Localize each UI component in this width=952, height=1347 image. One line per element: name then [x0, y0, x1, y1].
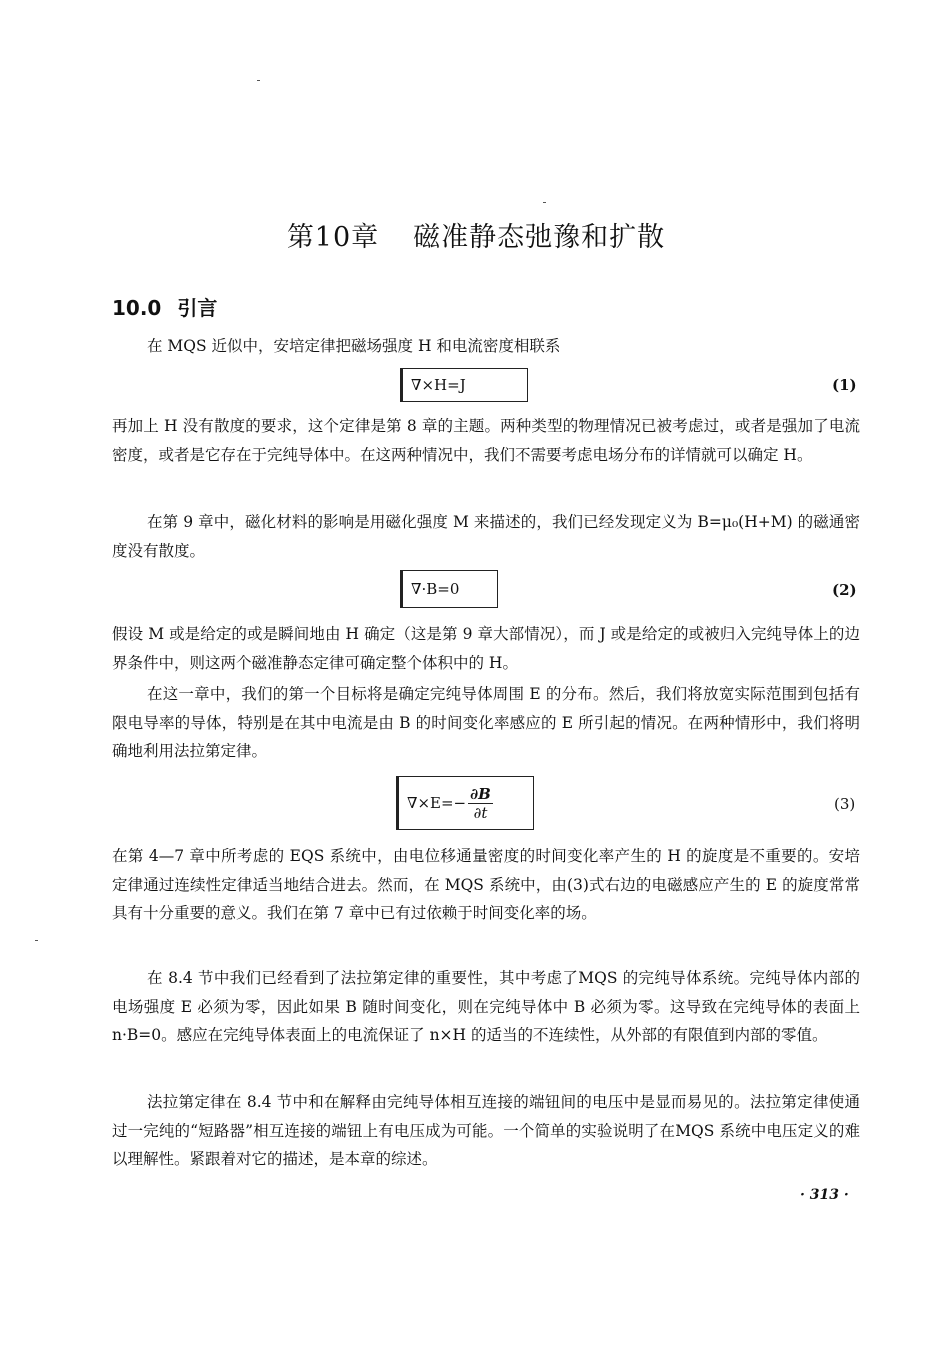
- equation-2-number: (2): [832, 581, 857, 599]
- section-title: 引言: [177, 296, 218, 320]
- paragraph: 再加上 H 没有散度的要求，这个定律是第 8 章的主题。两种类型的物理情况已被考虑过，或者是强加了电流密度，或者是它存在于完纯导体中。在这两种情况中，我们不需要考虑电场分布的详情就可以确定 H。: [112, 417, 860, 464]
- equation-3-lhs: ∇×E=−: [407, 794, 467, 812]
- page-number: · 313 ·: [800, 1187, 849, 1203]
- scan-speck: [35, 940, 38, 941]
- chapter-number: 第10章: [286, 222, 380, 253]
- section-number: 10.0: [112, 296, 162, 320]
- paragraph: 在 8.4 节中我们已经看到了法拉第定律的重要性，其中考虑了MQS 的完纯导体系统。完纯导体内部的电场强度 E 必须为零，因此如果 B 随时间变化，则在完纯导体中 B 必须为零。这导致在完纯导体的表面上 n·B=0。感应在完纯导体表面上的电流保证了 n×H 的适当的不连续性，从外部的有限值到内部的零值。: [112, 969, 860, 1044]
- section-heading: [112, 292, 217, 321]
- equation-3: [396, 776, 534, 830]
- equation-3-fraction: [468, 785, 493, 822]
- equation-3-number: (3): [834, 795, 856, 813]
- equation-3-denominator: ∂t: [473, 803, 488, 822]
- paragraph: 在 MQS 近似中，安培定律把磁场强度 H 和电流密度相联系: [147, 337, 561, 355]
- paragraph: 在第 9 章中，磁化材料的影响是用磁化强度 M 来描述的，我们已经发现定义为 B=μ₀(H+M) 的磁通密度没有散度。: [112, 513, 860, 560]
- paragraph: 在这一章中，我们的第一个目标将是确定完纯导体周围 E 的分布。然后，我们将放宽实际范围到包括有限电导率的导体，特别是在其中电流是由 B 的时间变化率感应的 E 所引起的情况。在两种情形中，我们将明确地利用法拉第定律。: [112, 685, 860, 760]
- equation-3-numerator: ∂B: [470, 784, 491, 803]
- chapter-name: 磁准静态弛豫和扩散: [413, 222, 666, 253]
- chapter-title: [0, 215, 952, 254]
- paragraph: 假设 M 或是给定的或是瞬间地由 H 确定（这是第 9 章大部情况），而 J 或是给定的或被归入完纯导体上的边界条件中，则这两个磁准静态定律可确定整个体积中的 H。: [112, 625, 860, 672]
- equation-1-number: (1): [832, 376, 857, 394]
- scan-speck: [257, 80, 260, 81]
- paragraph: 法拉第定律在 8.4 节中和在解释由完纯导体相互连接的端钮间的电压中是显而易见的。法拉第定律使通过一完纯的“短路器”相互连接的端钮上有电压成为可能。一个简单的实验说明了在MQS 系统中电压定义的难以理解性。紧跟着对它的描述，是本章的综述。: [112, 1093, 860, 1168]
- equation-1: ∇×H=J: [400, 368, 528, 402]
- scan-speck: [543, 202, 546, 203]
- paragraph: 在第 4—7 章中所考虑的 EQS 系统中，由电位移通量密度的时间变化率产生的 H 的旋度是不重要的。安培定律通过连续性定律适当地结合进去。然而，在 MQS 系统中，由(3)式右边的电磁感应产生的 E 的旋度常常具有十分重要的意义。我们在第 7 章中已有过依赖于时间变化率的场。: [112, 847, 860, 922]
- equation-2: ∇·B=0: [400, 570, 498, 608]
